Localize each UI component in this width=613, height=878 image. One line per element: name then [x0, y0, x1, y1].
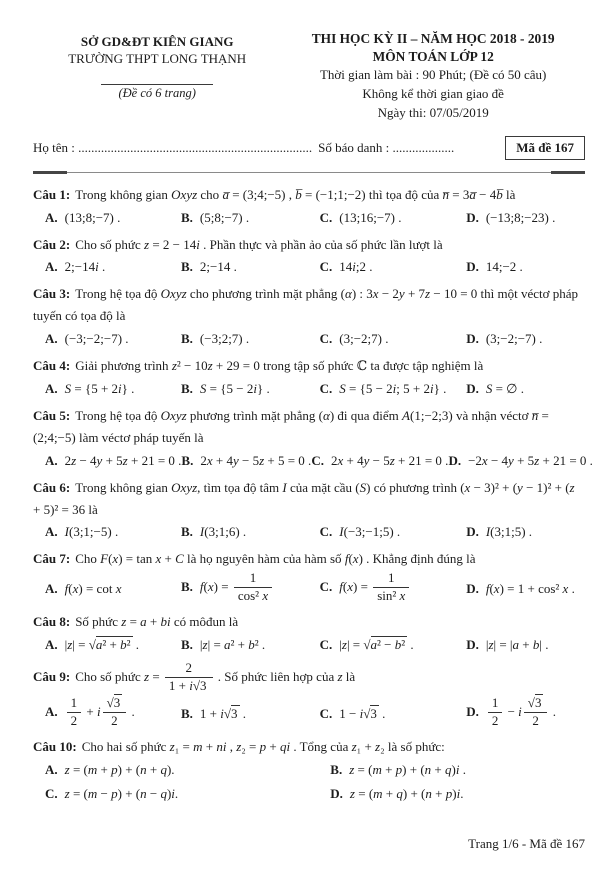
- rule-line: [67, 172, 551, 173]
- question-7-option-d: D. f(x) = 1 + cos² x .: [466, 580, 575, 596]
- question-6-options: [33, 521, 585, 542]
- header-rule: [33, 171, 585, 174]
- question-7: [33, 548, 585, 605]
- question-7-option-b: B. f(x) = $\frac{1}{\text{cos² x}}$: [181, 571, 316, 605]
- question-5-options: [33, 450, 593, 471]
- question-7-option-c: C. f(x) = $\frac{1}{\text{sin² x}}$: [320, 571, 463, 605]
- question-10-stem: Câu 10: Cho hai số phức z₁ = m + ni , z₂ = p + qi . Tổng của z₁ + z₂ là số phức:: [33, 739, 445, 755]
- question-1-option-b: B. (5;8;−7) .: [181, 209, 250, 225]
- question-1-option-a: A. (13;8;−7) .: [45, 209, 121, 225]
- question-6-option-c: C. I(−3;−1;5) .: [319, 524, 401, 540]
- question-8-option-c: C. |z| = √a² − b² .: [319, 637, 414, 653]
- header-divider-line: [101, 84, 213, 85]
- question-4: [33, 355, 585, 399]
- question-9: [33, 661, 585, 730]
- question-10-option-b: B. z = (m + p) + (n + q)i .: [330, 762, 466, 778]
- question-6: [33, 477, 585, 543]
- question-1-option-c: C. (13;16;−7) .: [319, 209, 402, 225]
- question-4-option-d: D. S = ∅ .: [466, 381, 524, 396]
- candidate-row: [33, 136, 585, 160]
- question-6-stem: Câu 6: Trong không gian Oxyz, tìm tọa độ tâm I của mặt cầu (S) có phương trình (x − 3)² + (y − 1)² + (z + 5)² = 36 là: [33, 479, 575, 517]
- question-7-options: [33, 571, 585, 605]
- question-6-label: Câu 6:: [33, 479, 71, 495]
- question-9-label: Câu 9:: [33, 669, 71, 685]
- question-4-label: Câu 4:: [33, 358, 71, 374]
- question-8-label: Câu 8:: [33, 614, 71, 630]
- school-name: TRƯỜNG THPT LONG THẠNH: [68, 50, 247, 66]
- exam-subject: MÔN TOÁN LỚP 12: [372, 49, 494, 65]
- question-7-stem: Câu 7: Cho F(x) = tan x + C là họ nguyên hàm của hàm số f(x) . Khẳng định đúng là: [33, 551, 476, 567]
- question-1-stem: Câu 1: Trong không gian Oxyz cho a̅ = (3;4;−5) , b̅ = (−1;1;−2) thì tọa độ của n̅ = 3a̅ − 4b̅ là: [33, 186, 516, 202]
- question-1-option-d: D. (−13;8;−23) .: [466, 209, 556, 225]
- question-6-option-a: A. I(3;1;−5) .: [45, 524, 119, 540]
- rule-right-cap: [551, 171, 585, 174]
- question-8-option-b: B. |z| = a² + b² .: [181, 637, 266, 653]
- question-8: [33, 611, 585, 655]
- question-7-label: Câu 7:: [33, 551, 71, 567]
- question-4-option-a: A. S = {5 + 2i} .: [45, 381, 135, 396]
- header: [33, 30, 585, 123]
- department-name: SỞ GD&ĐT KIÊN GIANG: [80, 34, 234, 49]
- question-3: [33, 283, 585, 349]
- question-4-stem: Câu 4: Giải phương trình z² − 10z + 29 = 0 trong tập số phức ℂ ta được tập nghiệm là: [33, 358, 484, 374]
- question-6-option-b: B. I(3;1;6) .: [181, 524, 247, 540]
- question-4-option-c: C. S = {5 − 2i; 5 + 2i} .: [319, 381, 447, 396]
- question-9-option-d: D. $\frac{1}{2}$ − i $\frac{√3}{2}$ .: [466, 695, 556, 728]
- question-5-option-a: A. 2z − 4y + 5z + 21 = 0 .: [45, 452, 182, 468]
- question-10-option-a: A. z = (m + p) + (n + q).: [45, 762, 175, 778]
- question-5-label: Câu 5:: [33, 408, 71, 424]
- question-1-options: [33, 207, 585, 228]
- question-10-options: [33, 759, 585, 804]
- question-5-stem: Câu 5: Trong hệ tọa độ Oxyz phương trình mặt phẳng (α) đi qua điểm A(1;−2;3) và nhận véctơ n̅ = (2;4;−5) làm véctơ pháp tuyến là: [33, 408, 549, 445]
- question-1: [33, 184, 585, 228]
- question-8-option-a: A. |z| = √a² + b² .: [45, 637, 140, 653]
- question-2-label: Câu 2:: [33, 236, 71, 252]
- question-1-label: Câu 1:: [33, 186, 71, 202]
- question-2-option-b: B. 2;−14 .: [181, 259, 237, 275]
- question-5-option-d: D. −2x − 4y + 5z + 21 = 0 .: [448, 452, 593, 468]
- question-2-option-d: D. 14;−2 .: [466, 259, 523, 275]
- question-3-stem: Câu 3: Trong hệ tọa độ Oxyz cho phương trình mặt phẳng (α) : 3x − 2y + 7z − 10 = 0 thì một véctơ pháp tuyến có tọa độ là: [33, 286, 579, 324]
- exam-title: THI HỌC KỲ II – NĂM HỌC 2018 - 2019: [311, 31, 555, 46]
- question-list: [33, 184, 593, 805]
- question-9-option-c: C. 1 − i√3 .: [319, 705, 386, 721]
- exam-duration: Thời gian làm bài : 90 Phút; (Đề có 50 câu): [319, 67, 547, 83]
- question-4-options: [33, 378, 585, 399]
- question-9-option-a: A. $\frac{1}{2}$ + i $\frac{√3}{2}$ .: [45, 695, 135, 728]
- question-2-option-c: C. 14i;2 .: [319, 259, 373, 275]
- question-5-option-c: C. 2x + 4y − 5z + 21 = 0 .: [311, 452, 449, 468]
- question-3-option-c: C. (3;−2;7) .: [319, 331, 389, 347]
- question-3-option-a: A. (−3;−2;−7) .: [45, 331, 129, 347]
- question-10-label: Câu 10:: [33, 739, 77, 755]
- question-3-label: Câu 3:: [33, 286, 71, 302]
- pages-note: (Đề có 6 trang): [118, 85, 196, 100]
- name-field-label: Họ tên : ........................................................................: [33, 139, 313, 155]
- question-2-options: [33, 256, 585, 277]
- candidate-number-label: Số báo danh : ...................: [318, 139, 455, 155]
- question-2: [33, 234, 585, 278]
- question-9-stem: Câu 9: Cho số phức z = $\frac{2}{1 + i√3}$ . Số phức liên hợp của z là: [33, 660, 356, 693]
- question-8-stem: Câu 8: Số phức z = a + bi có môđun là: [33, 614, 239, 630]
- question-10-option-c: C. z = (m − p) + (n − q)i.: [45, 786, 179, 802]
- exam-note: Không kể thời gian giao đề: [362, 86, 504, 102]
- question-9-options: [33, 696, 585, 730]
- question-10: [33, 736, 585, 804]
- question-9-option-b: B. 1 + i√3 .: [181, 705, 247, 721]
- page-footer: Trang 1/6 - Mã đề 167: [468, 836, 585, 851]
- question-5-option-b: B. 2x + 4y − 5z + 5 = 0 .: [181, 452, 312, 468]
- rule-left-cap: [33, 171, 67, 174]
- question-8-options: [33, 634, 585, 655]
- question-3-options: [33, 328, 585, 349]
- header-exam-block: [281, 30, 585, 123]
- question-2-option-a: A. 2;−14i .: [45, 259, 106, 275]
- question-10-option-d: D. z = (m + q) + (n + p)i.: [330, 786, 464, 802]
- question-6-option-d: D. I(3;1;5) .: [466, 524, 533, 540]
- exam-date: Ngày thi: 07/05/2019: [377, 104, 489, 120]
- question-7-option-a: A. f(x) = cot x: [45, 580, 122, 596]
- question-2-stem: Câu 2: Cho số phức z = 2 − 14i . Phần thực và phần ảo của số phức lần lượt là: [33, 236, 443, 252]
- question-3-option-b: B. (−3;2;7) .: [181, 331, 250, 347]
- question-5: [33, 405, 593, 471]
- question-3-option-d: D. (3;−2;−7) .: [466, 331, 543, 347]
- exam-code-box: Mã đề 167: [505, 136, 585, 160]
- question-4-option-b: B. S = {5 − 2i} .: [181, 381, 270, 396]
- header-school-block: [33, 30, 281, 123]
- question-8-option-d: D. |z| = |a + b| .: [466, 637, 549, 653]
